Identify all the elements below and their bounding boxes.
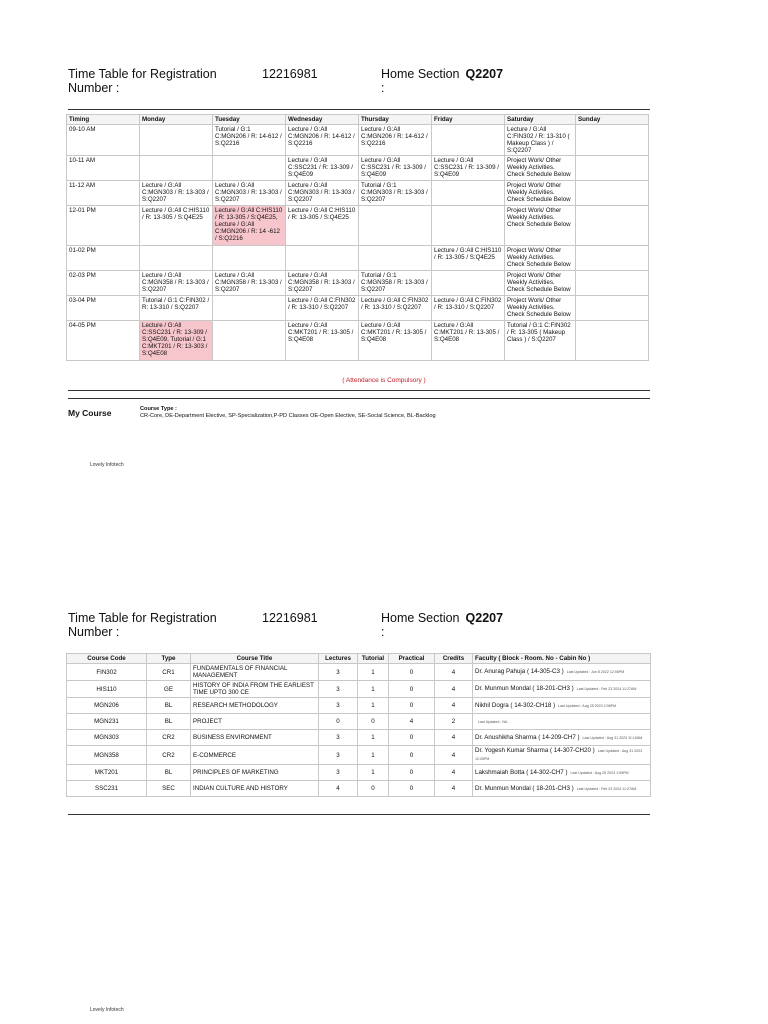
time-slot: 03-04 PM [67,296,140,321]
title-line-2: Number : [68,81,120,95]
course-code: MGN231 [67,714,147,730]
registration-number: 12216981 [262,67,318,81]
course-code: SSC231 [67,781,147,797]
faculty-name: Dr. Munmun Mondal ( 18-201-CH3 ) [475,685,574,692]
class-cell [576,125,649,156]
course-tutorial: 1 [358,765,389,781]
timetable-row [67,181,649,206]
class-cell: Lecture / G:All C:MKT201 / R: 13-305 / S:Q4E08 [359,321,432,361]
class-cell [213,296,286,321]
last-updated: Last Updated : Aug 31 2023 11:10AM [582,735,643,740]
class-cell [576,321,649,361]
course-type: BL [147,765,191,781]
course-type-legend [140,406,436,419]
course-faculty [473,730,651,746]
home-section-label: Home Section [381,611,460,625]
faculty-name: Lakshmaiah Botta ( 14-302-CH7 ) [475,768,568,776]
class-cell [286,246,359,271]
faculty-name: Dr. Munmun Mondal ( 18-201-CH3 ) [475,784,574,792]
column-header: Type [147,654,191,664]
home-section-colon: : [381,625,385,639]
course-code: HIS110 [67,681,147,698]
class-cell: Tutorial / G:1 C:MGN303 / R: 13-303 / S:Q2207 [359,181,432,206]
course-row [67,714,651,730]
column-header: Thursday [359,115,432,125]
course-practical: 0 [389,781,435,797]
column-header: Course Code [67,654,147,664]
column-header: Course Title [191,654,319,664]
course-tutorial: 1 [358,698,389,714]
class-cell: Lecture / G:All C:MGN303 / R: 13-303 / S:Q2207 [286,181,359,206]
class-cell: Project Work/ Other Weekly Activities. Check Schedule Below [505,246,576,271]
timetable-row [67,125,649,156]
home-section-colon: : [381,81,385,95]
course-practical: 4 [389,714,435,730]
column-header: Tuesday [213,115,286,125]
divider [68,109,650,110]
class-cell: Project Work/ Other Weekly Activities. Check Schedule Below [505,296,576,321]
class-cell [576,296,649,321]
course-faculty [473,698,651,714]
course-faculty [473,714,651,730]
last-updated: Last Updated : NA [478,719,508,724]
time-slot: 01-02 PM [67,246,140,271]
my-course-label: My Course [68,408,112,418]
course-practical: 0 [389,730,435,746]
column-header: Friday [432,115,505,125]
column-header: Practical [389,654,435,664]
class-cell: Tutorial / G:1 C:FIN302 / R: 13-305 ( Makeup Class ) / S:Q2207 [505,321,576,361]
course-lectures: 3 [319,681,358,698]
course-tutorial: 1 [358,746,389,765]
timetable-row [67,206,649,246]
class-cell: Lecture / G:All C:MKT201 / R: 13-305 / S:Q4E08 [286,321,359,361]
course-type: SEC [147,781,191,797]
divider [68,398,650,399]
time-slot: 02-03 PM [67,271,140,296]
course-credits: 4 [435,730,473,746]
course-lectures: 4 [319,781,358,797]
column-header: Tutorial [358,654,389,664]
course-title: PRINCIPLES OF MARKETING [191,765,319,781]
class-cell: Lecture / G:All C:HIS110 / R: 13-305 / S:Q4E25 [140,206,213,246]
time-slot: 12-01 PM [67,206,140,246]
timetable-row [67,321,649,361]
column-header: Monday [140,115,213,125]
class-cell [576,271,649,296]
home-section-value: Q2207 [465,67,504,81]
faculty-name: Dr. Anushikha Sharma ( 14-209-CH7 ) [475,733,580,741]
page-title [68,67,228,95]
course-faculty [473,664,651,681]
attendance-note: ( Attendance is Compulsory ) [342,377,426,384]
column-header: Faculty ( Block - Room. No - Cabin No ) [473,654,651,664]
timetable-row [67,296,649,321]
course-lectures: 3 [319,664,358,681]
course-tutorial: 0 [358,781,389,797]
class-cell: Lecture / G:All C:HIS110 / R: 13-305 / S:Q4E25, Lecture / G:All C:MGN206 / R: 14 -612 / S:Q2216 [213,206,286,246]
course-practical: 0 [389,681,435,698]
course-title: PROJECT [191,714,319,730]
course-tutorial: 0 [358,714,389,730]
class-cell [359,246,432,271]
class-cell [576,156,649,181]
time-slot: 09-10 AM [67,125,140,156]
class-cell: Lecture / G:All C:SSC231 / R: 13-309 / S:Q4E09 [286,156,359,181]
home-section [381,611,503,625]
page-title [68,611,228,639]
class-cell: Lecture / G:All C:MGN358 / R: 13-303 / S:Q2207 [213,271,286,296]
class-cell: Tutorial / G:1 C:MGN206 / R: 14-612 / S:Q2216 [213,125,286,156]
course-credits: 4 [435,698,473,714]
class-cell: Lecture / G:All C:HIS110 / R: 13-305 / S:Q4E25 [286,206,359,246]
course-code: MGN358 [67,746,147,765]
class-cell: Lecture / G:All C:FIN302 / R: 13-310 ( Makeup Class ) / S:Q2207 [505,125,576,156]
class-cell: Lecture / G:All C:MGN303 / R: 13-303 / S:Q2207 [140,181,213,206]
course-faculty [473,746,651,765]
course-row [67,681,651,698]
class-cell [576,246,649,271]
class-cell: Lecture / G:All C:MGN303 / R: 13-303 / S:Q2207 [213,181,286,206]
course-type: CR2 [147,746,191,765]
class-cell [213,246,286,271]
column-header: Credits [435,654,473,664]
course-type: CR2 [147,730,191,746]
course-credits: 4 [435,781,473,797]
class-cell [213,321,286,361]
course-title: E-COMMERCE [191,746,319,765]
last-updated: Last Updated : Feb 23 2024 11:27AM [576,786,637,791]
course-code: MKT201 [67,765,147,781]
home-section-label: Home Section [381,67,460,81]
class-cell: Lecture / G:All C:MGN206 / R: 14-612 / S:Q2216 [286,125,359,156]
timetable-header-row [67,115,649,125]
class-cell: Lecture / G:All C:MGN206 / R: 14-612 / S:Q2216 [359,125,432,156]
column-header: Wednesday [286,115,359,125]
course-row [67,698,651,714]
course-faculty [473,681,651,698]
timetable-row [67,271,649,296]
title-line-1: Time Table for Registration [68,611,217,625]
course-row [67,730,651,746]
class-cell: Lecture / G:All C:FIN302 / R: 13-310 / S:Q2207 [432,296,505,321]
course-tutorial: 1 [358,681,389,698]
class-cell [432,271,505,296]
divider [68,390,650,391]
course-list-header [68,611,658,647]
column-header: Sunday [576,115,649,125]
faculty-name: Dr. Yogesh Kumar Sharma ( 14-307-CH20 ) [475,747,595,754]
last-updated: Last Updated : Aug 25 2023 2:08PM [558,703,617,708]
course-lectures: 0 [319,714,358,730]
last-updated: Last Updated : Jun 8 2022 12:06PM [566,670,625,674]
timetable-row [67,246,649,271]
time-slot: 11-12 AM [67,181,140,206]
class-cell: Lecture / G:All C:HIS110 / R: 13-305 / S:Q4E25 [432,246,505,271]
class-cell [140,156,213,181]
course-title: FUNDAMENTALS OF FINANCIAL MANAGEMENT [191,664,319,681]
course-credits: 4 [435,681,473,698]
course-title: INDIAN CULTURE AND HISTORY [191,781,319,797]
course-type-text: CR-Core, DE-Department Elective, SP-Specialization,P-PD Classes OE-Open Elective, SE-Social Science, BL-Backlog [140,412,436,419]
class-cell: Lecture / G:All C:SSC231 / R: 13-309 / S:Q4E09 [359,156,432,181]
last-updated: Last Updated : Feb 23 2024 11:27AM [576,687,637,691]
footer-text: Lovely Infotech [90,462,124,468]
class-cell [359,206,432,246]
class-cell: Lecture / G:All C:MGN358 / R: 13-303 / S:Q2207 [140,271,213,296]
course-tutorial: 1 [358,730,389,746]
course-lectures: 3 [319,746,358,765]
course-title: HISTORY OF INDIA FROM THE EARLIEST TIME UPTO 300 CE [191,681,319,698]
class-cell [576,206,649,246]
time-slot: 10-11 AM [67,156,140,181]
course-practical: 0 [389,664,435,681]
course-credits: 4 [435,746,473,765]
course-practical: 0 [389,698,435,714]
column-header: Saturday [505,115,576,125]
timetable-header [68,67,658,103]
title-line-2: Number : [68,625,120,639]
course-title: RESEARCH METHODOLOGY [191,698,319,714]
last-updated: Last Updated : Aug 31 2023 12:05PM [475,749,643,761]
last-updated: Last Updated : Aug 25 2023 1:59PM [570,770,629,775]
faculty-name: Dr. Anurag Pahuja ( 14-305-C3 ) [475,668,564,675]
faculty-name: Nikhil Dogra ( 14-302-CH18 ) [475,701,556,709]
class-cell: Project Work/ Other Weekly Activities. Check Schedule Below [505,271,576,296]
course-table [66,653,651,797]
class-cell: Lecture / G:All C:FIN302 / R: 13-310 / S:Q2207 [359,296,432,321]
course-type-label: Course Type : [140,406,177,412]
title-line-1: Time Table for Registration [68,67,217,81]
course-credits: 4 [435,664,473,681]
course-type: GE [147,681,191,698]
class-cell: Lecture / G:All C:SSC231 / R: 13-309 / S:Q4E09 [432,156,505,181]
course-credits: 4 [435,765,473,781]
class-cell [432,125,505,156]
time-slot: 04-05 PM [67,321,140,361]
course-row [67,765,651,781]
column-header: Lectures [319,654,358,664]
class-cell: Tutorial / G:1 C:MGN358 / R: 13-303 / S:Q2207 [359,271,432,296]
divider [68,814,650,815]
course-row [67,781,651,797]
course-table-header-row [67,654,651,664]
registration-number: 12216981 [262,611,318,625]
class-cell [576,181,649,206]
course-code: MGN206 [67,698,147,714]
class-cell [213,156,286,181]
course-lectures: 3 [319,765,358,781]
class-cell: Project Work/ Other Weekly Activities. Check Schedule Below [505,181,576,206]
timetable [66,114,649,361]
timetable-row [67,156,649,181]
class-cell [140,125,213,156]
column-header: Timing [67,115,140,125]
course-faculty [473,765,651,781]
home-section-value: Q2207 [465,611,504,625]
class-cell: Lecture / G:All C:MGN358 / R: 13-303 / S:Q2207 [286,271,359,296]
course-title: BUSINESS ENVIRONMENT [191,730,319,746]
class-cell: Project Work/ Other Weekly Activities. Check Schedule Below [505,156,576,181]
footer-text: Lovely Infotech [90,1007,124,1013]
course-credits: 2 [435,714,473,730]
class-cell: Lecture / G:All C:SSC231 / R: 13-309 / S:Q4E09, Tutorial / G:1 C:MKT201 / R: 13-303 / S:Q4E08 [140,321,213,361]
course-row [67,664,651,681]
home-section [381,67,503,81]
class-cell: Lecture / G:All C:MKT201 / R: 13-305 / S:Q4E08 [432,321,505,361]
course-type: BL [147,698,191,714]
course-type: CR1 [147,664,191,681]
course-faculty [473,781,651,797]
course-code: MGN303 [67,730,147,746]
class-cell [432,206,505,246]
course-tutorial: 1 [358,664,389,681]
class-cell [140,246,213,271]
course-type: BL [147,714,191,730]
course-practical: 0 [389,765,435,781]
class-cell: Lecture / G:All C:FIN302 / R: 13-310 / S:Q2207 [286,296,359,321]
course-lectures: 3 [319,730,358,746]
class-cell [432,181,505,206]
class-cell: Tutorial / G:1 C:FIN302 / R: 13-310 / S:Q2207 [140,296,213,321]
course-row [67,746,651,765]
course-practical: 0 [389,746,435,765]
course-lectures: 3 [319,698,358,714]
course-code: FIN302 [67,664,147,681]
class-cell: Project Work/ Other Weekly Activities. Check Schedule Below [505,206,576,246]
